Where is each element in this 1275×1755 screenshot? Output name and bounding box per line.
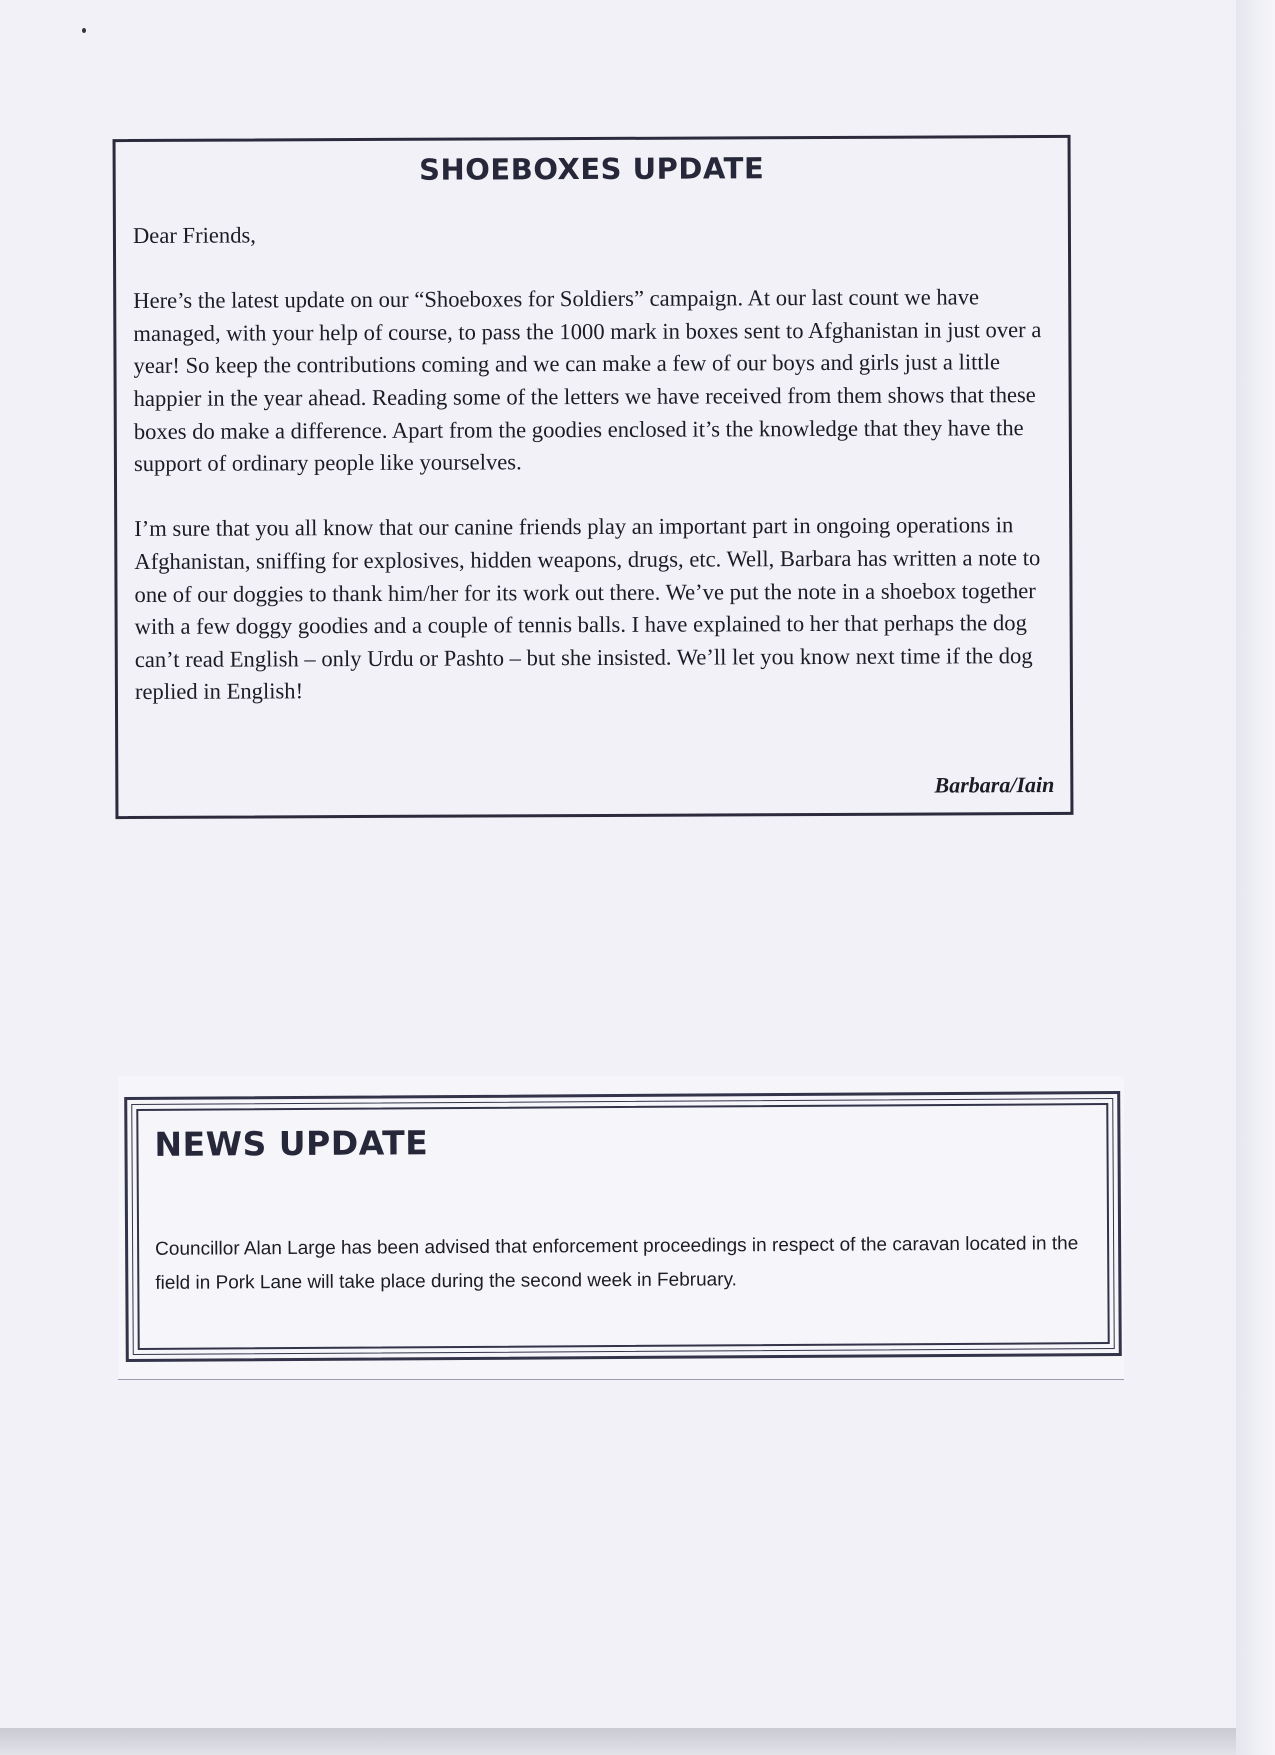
- news-frame-inner-line: [136, 1103, 1109, 1350]
- news-update-clipping: [118, 1076, 1124, 1380]
- shoeboxes-greeting: Dear Friends,: [132, 222, 256, 249]
- shoeboxes-paragraph-2: I’m sure that you all know that our canine friends play an important part in ongoing operations in Afghanistan, sniffing for explosives, hidden weapons, drugs, etc. Well, Barbara has written a note to one of our doggies to thank him/her for its work out there. We’ve put the note in a shoebox together with a few doggy goodies and a couple of tennis balls. I have explained to her that perhaps the dog can’t read English – only Urdu or Pashto – but she insisted. We’ll let you know next time if the dog replied in English!: [134, 512, 1041, 705]
- scan-edge-right: [1236, 0, 1275, 1755]
- scan-edge-bottom: [0, 1728, 1236, 1755]
- news-body: Councillor Alan Large has been advised that enforcement proceedings in respect of the caravan located in the field in Pork Lane will take place during the second week in February.: [155, 1233, 1079, 1294]
- news-frame-line: [131, 1098, 1115, 1355]
- news-update-box: [124, 1091, 1122, 1362]
- shoeboxes-update-box: [113, 135, 1074, 819]
- shoeboxes-paragraph-1: Here’s the latest update on our “Shoeboxes for Soldiers” campaign. At our last count we have managed, with your help of course, to pass the 1000 mark in boxes sent to Afghanistan in just over a year! So keep the contributions coming and we can make a few of our boys and girls just a little happier in the year ahead. Reading some of the letters we have received from them shows that these boxes do make a difference. Apart from the goodies enclosed it’s the knowledge that they have the support of ordinary people like yourselves.: [133, 284, 1042, 477]
- news-title: NEWS UPDATE: [154, 1123, 429, 1164]
- shoeboxes-title: SHOEBOXES UPDATE: [419, 151, 765, 187]
- shoeboxes-body: [133, 216, 1055, 742]
- shoeboxes-signature: Barbara/Iain: [934, 771, 1055, 798]
- scan-speck: [82, 28, 86, 33]
